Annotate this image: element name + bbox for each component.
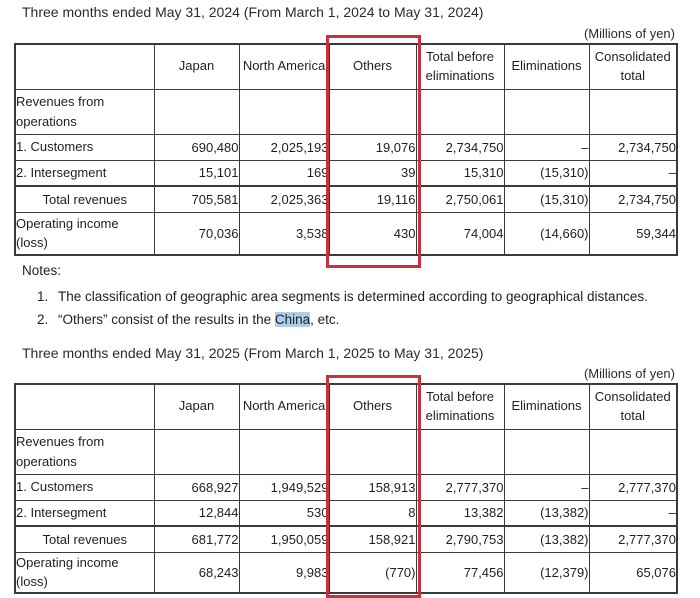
note-number: 1.: [37, 289, 49, 304]
table-row: [15, 552, 677, 593]
highlighted-text-china: China: [274, 312, 311, 327]
unit-note-2024: (Millions of yen): [583, 26, 675, 41]
segment-table-2024: [14, 43, 678, 256]
table-cell: 2,777,370: [589, 526, 677, 552]
table-cell: 19,076: [329, 134, 416, 160]
table-cell: (770): [329, 552, 416, 593]
table-cell: [154, 89, 239, 134]
table-cell: (13,382): [504, 500, 589, 526]
table-row: [15, 212, 677, 255]
notes-heading: Notes:: [22, 263, 62, 278]
table-row: [15, 160, 677, 186]
table-cell: 8: [329, 500, 416, 526]
table-cell: 2,777,370: [416, 474, 504, 500]
table-cell: [329, 89, 416, 134]
table-cell: 19,116: [329, 186, 416, 212]
table-cell: [239, 89, 329, 134]
table-cell: (13,382): [504, 526, 589, 552]
table-cell: [329, 429, 416, 474]
table-row: [15, 500, 677, 526]
table-cell: 2,734,750: [589, 186, 677, 212]
table-cell: 681,772: [154, 526, 239, 552]
row-label: 1. Customers: [15, 474, 154, 500]
table-row-total: [15, 526, 677, 552]
row-label: Revenues from operations: [15, 89, 154, 134]
table-row: [15, 134, 677, 160]
column-header-consolidated-total: Consolidated total: [589, 384, 677, 429]
table-cell: 690,480: [154, 134, 239, 160]
table-cell: 39: [329, 160, 416, 186]
table-cell: 70,036: [154, 212, 239, 255]
row-label: Total revenues: [15, 526, 154, 552]
unit-note-2025: (Millions of yen): [583, 366, 675, 381]
table-cell: 12,844: [154, 500, 239, 526]
table-cell: 2,025,363: [239, 186, 329, 212]
table-cell: 430: [329, 212, 416, 255]
table-cell: [239, 429, 329, 474]
table-cell: 705,581: [154, 186, 239, 212]
column-header-eliminations: Eliminations: [504, 44, 589, 89]
table-cell: 2,734,750: [589, 134, 677, 160]
table-cell: 1,950,059: [239, 526, 329, 552]
column-header-eliminations: Eliminations: [504, 384, 589, 429]
table-row: [15, 89, 677, 134]
row-label: Revenues from operations: [15, 429, 154, 474]
table-cell: 65,076: [589, 552, 677, 593]
table-cell: 13,382: [416, 500, 504, 526]
column-header-total-before-eliminations: Total before eliminations: [416, 44, 504, 89]
row-label: 2. Intersegment: [15, 160, 154, 186]
table-cell: 77,456: [416, 552, 504, 593]
table-cell: [416, 89, 504, 134]
row-label: Operating income (loss): [15, 212, 154, 255]
row-label: Total revenues: [15, 186, 154, 212]
table-cell: 74,004: [416, 212, 504, 255]
table-cell: 169: [239, 160, 329, 186]
table-cell: 15,310: [416, 160, 504, 186]
table-2025-title: Three months ended May 31, 2025 (From March 1, 2025 to May 31, 2025): [22, 345, 484, 361]
column-header-north-america: North America: [239, 44, 329, 89]
table-cell: 1,949,529: [239, 474, 329, 500]
row-label: Operating income (loss): [15, 552, 154, 593]
column-header-japan: Japan: [154, 384, 239, 429]
column-header-consolidated-total: Consolidated total: [589, 44, 677, 89]
table-cell: 2,750,061: [416, 186, 504, 212]
table-cell: 9,983: [239, 552, 329, 593]
column-header-others: Others: [329, 384, 416, 429]
table-cell: –: [589, 160, 677, 186]
table-cell: 2,734,750: [416, 134, 504, 160]
table-row: [15, 474, 677, 500]
table-cell: 68,243: [154, 552, 239, 593]
table-cell: –: [589, 500, 677, 526]
table-cell: 530: [239, 500, 329, 526]
table-row-total: [15, 186, 677, 212]
note-text: The classification of geographic area segments is determined according to geographical distances.: [58, 289, 648, 304]
segment-table-2025: [14, 383, 678, 594]
table-cell: [504, 429, 589, 474]
table-cell: [416, 429, 504, 474]
table-cell: –: [504, 474, 589, 500]
table-cell: (12,379): [504, 552, 589, 593]
table-cell: 2,025,193: [239, 134, 329, 160]
column-header-north-america: North America: [239, 384, 329, 429]
table-row: [15, 429, 677, 474]
table-cell: 59,344: [589, 212, 677, 255]
column-header-total-before-eliminations: Total before eliminations: [416, 384, 504, 429]
table-cell: [589, 89, 677, 134]
table-cell: [154, 429, 239, 474]
table-cell: 158,913: [329, 474, 416, 500]
header-row: [15, 384, 677, 429]
table-cell: 15,101: [154, 160, 239, 186]
table-cell: (14,660): [504, 212, 589, 255]
table-2024-title: Three months ended May 31, 2024 (From March 1, 2024 to May 31, 2024): [22, 4, 484, 20]
table-cell: (15,310): [504, 160, 589, 186]
note-text: [58, 310, 339, 330]
table-cell: [589, 429, 677, 474]
row-label: 2. Intersegment: [15, 500, 154, 526]
table-cell: (15,310): [504, 186, 589, 212]
table-cell: [504, 89, 589, 134]
column-header-japan: Japan: [154, 44, 239, 89]
column-header-empty: [15, 44, 154, 89]
table-cell: 158,921: [329, 526, 416, 552]
table-cell: 3,538: [239, 212, 329, 255]
note-text-before: “Others” consist of the results in the: [58, 312, 275, 327]
row-label: 1. Customers: [15, 134, 154, 160]
note-text-after: , etc.: [310, 312, 340, 327]
note-item-2: [37, 310, 677, 330]
table-cell: 668,927: [154, 474, 239, 500]
header-row: [15, 44, 677, 89]
column-header-empty: [15, 384, 154, 429]
note-item-1: [37, 287, 677, 307]
table-cell: 2,777,370: [589, 474, 677, 500]
column-header-others: Others: [329, 44, 416, 89]
table-cell: –: [504, 134, 589, 160]
note-number: 2.: [37, 312, 49, 327]
table-cell: 2,790,753: [416, 526, 504, 552]
